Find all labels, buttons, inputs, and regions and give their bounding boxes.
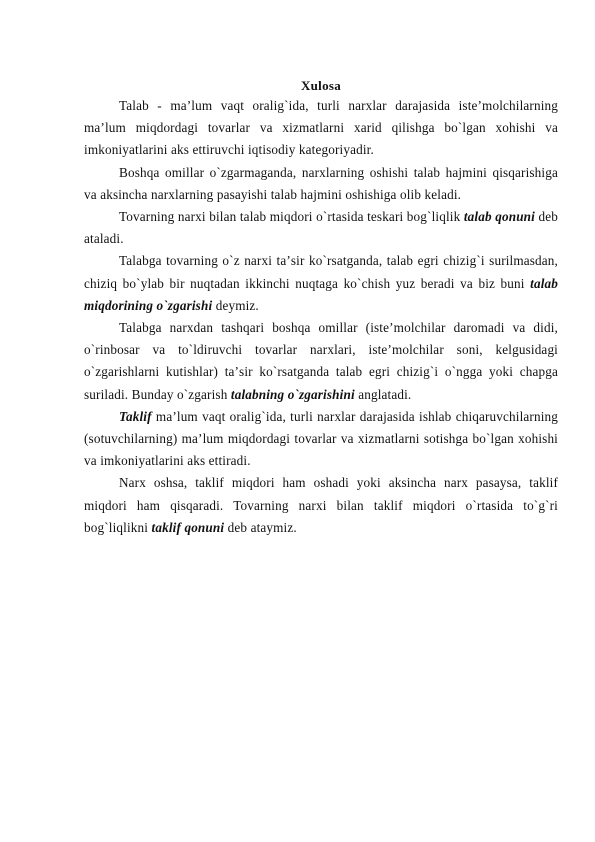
key-term: taklif qonuni [151,519,225,535]
key-term: talab qonuni [463,209,535,225]
paragraph-text: maʼlum vaqt oralig`ida, turli narxlar darajasida ishlab chiqaruvchilarning (sotuvchilarning) maʼlum miqdordagi tovarlar va xizmatlarni sotishga bo`lgan xohishi va imkoniyatlarini aks ettiradi. [84,408,558,469]
paragraph-text: Talabga narxdan tashqari boshqa omillar (isteʼmolchilar daromadi va didi, o`rinbosar va to`ldiruvchi tovarlar narxlari, isteʼmolchilar soni, kelgusidagi o`zgarishlarni kutishlar) taʼsir ko`rsatganda talab egri chizig`i o`ngga yoki chapga suriladi. Bunday o`zgarish [84,320,558,402]
paragraph-text: deb ataymiz. [224,519,297,535]
key-term: Taklif [119,408,152,424]
paragraph-text: Talabga tovarning o`z narxi taʼsir ko`rsatganda, talab egri chizig`i surilmasdan, chiziq bo`ylab bir nuqtadan ikkinchi nuqtaga ko`chish yuz beradi va biz buni [84,253,558,291]
paragraph-text: deymiz. [212,297,259,313]
paragraph [84,206,558,250]
key-term: talab miqdorining o`zgarishi [84,275,558,313]
paragraph [84,317,558,406]
document-body [84,95,558,539]
paragraph [84,250,558,317]
paragraph-text: Tovarning narxi bilan talab miqdori o`rtasida teskari bog`liqlik [119,209,464,225]
paragraph [84,406,558,473]
key-term: talabning o`zgarishini [230,386,355,402]
paragraph [84,95,558,162]
page-title: Xulosa [300,78,342,93]
paragraph [84,162,558,206]
paragraph-text: anglatadi. [354,386,412,402]
paragraph-text: Boshqa omillar o`zgarmaganda, narxlarning oshishi talab hajmini qisqarishiga va aksincha narxlarning pasayishi talab hajmini oshishiga olib keladi. [84,164,558,202]
paragraph-text: Talab - maʼlum vaqt oralig`ida, turli narxlar darajasida isteʼmolchilarning maʼlum miqdordagi tovarlar va xizmatlarni xarid qilishga bo`lgan xohishi va imkoniyatlarini aks ettiruvchi iqtisodiy kategoriyadir. [84,98,558,158]
paragraph-text: Narx oshsa, taklif miqdori ham oshadi yoki aksincha narx pasaysa, taklif miqdori ham qisqaradi. Tovarning narxi bilan taklif miqdori o`rtasida to`g`ri bog`liqlikni [84,475,558,535]
document-page [84,77,558,539]
paragraph [84,472,558,539]
paragraph-text: deb ataladi. [84,209,558,247]
